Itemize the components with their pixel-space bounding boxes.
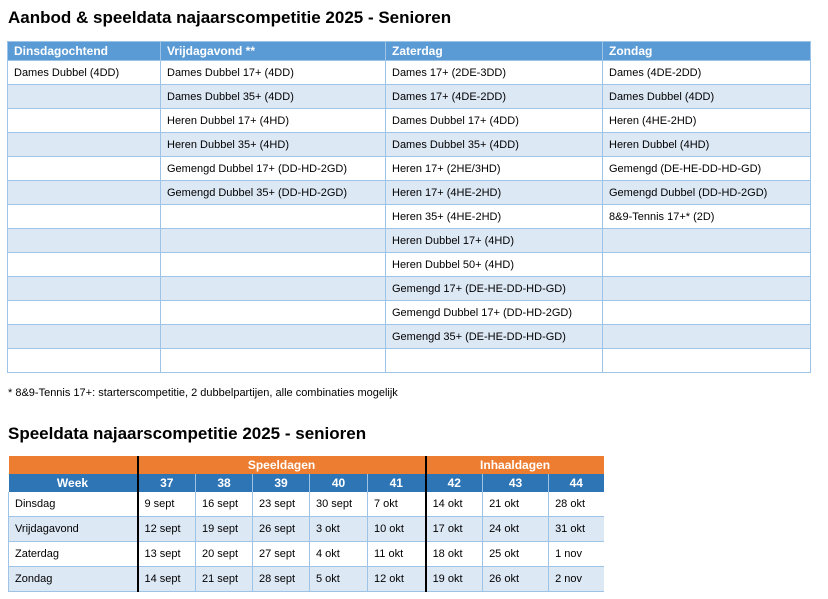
dates-row [9,542,604,567]
date-cell: 19 okt [426,567,483,592]
date-cell: 3 okt [310,517,368,542]
offer-cell [8,301,161,325]
week-number: 40 [310,474,368,492]
offer-cell [8,229,161,253]
dates-table [8,456,604,592]
dates-week-row [9,474,604,492]
date-cell: 28 sept [253,567,310,592]
offer-cell: Gemengd Dubbel 17+ (DD-HD-2GD) [386,301,603,325]
date-cell: 30 sept [310,492,368,517]
week-number: 37 [138,474,196,492]
offer-row [8,229,811,253]
dates-title: Speeldata najaarscompetitie 2025 - senioren [8,424,367,443]
day-label: Zaterdag [9,542,138,567]
offer-cell: Dames 17+ (2DE-3DD) [386,61,603,85]
date-cell: 26 sept [253,517,310,542]
date-cell: 5 okt [310,567,368,592]
offer-cell [603,325,811,349]
offer-cell [603,349,811,373]
offer-cell [8,253,161,277]
offer-cell [161,325,386,349]
offer-cell: Dames Dubbel 35+ (4DD) [386,133,603,157]
offer-cell [161,253,386,277]
week-number: 38 [196,474,253,492]
footnote: * 8&9-Tennis 17+: starterscompetitie, 2 dubbelpartijen, alle combinaties mogelijk [8,387,398,399]
date-cell: 10 okt [368,517,426,542]
week-number: 42 [426,474,483,492]
offer-cell [8,325,161,349]
offer-cell: Gemengd Dubbel (DD-HD-2GD) [603,181,811,205]
week-number: 44 [549,474,604,492]
offer-title: Aanbod & speeldata najaarscompetitie 2025 - Senioren [8,8,452,27]
date-cell: 21 okt [483,492,549,517]
date-cell: 24 okt [483,517,549,542]
day-label: Dinsdag [9,492,138,517]
offer-row [8,253,811,277]
offer-row [8,181,811,205]
offer-cell [8,349,161,373]
offer-cell: Dames 17+ (4DE-2DD) [386,85,603,109]
date-cell: 14 okt [426,492,483,517]
offer-cell [603,277,811,301]
offer-cell [603,301,811,325]
offer-row [8,301,811,325]
date-cell: 20 sept [196,542,253,567]
offer-cell: Heren Dubbel 17+ (4HD) [386,229,603,253]
date-cell: 19 sept [196,517,253,542]
dates-row [9,567,604,592]
header-dinsdagochtend: Dinsdagochtend [8,42,161,61]
week-number: 39 [253,474,310,492]
offer-cell [161,301,386,325]
offer-row [8,277,811,301]
offer-cell [8,109,161,133]
offer-row [8,61,811,85]
offer-cell: Gemengd Dubbel 35+ (DD-HD-2GD) [161,181,386,205]
offer-cell: Gemengd Dubbel 17+ (DD-HD-2GD) [161,157,386,181]
offer-cell [161,349,386,373]
date-cell: 1 nov [549,542,604,567]
offer-cell: Heren 17+ (2HE/3HD) [386,157,603,181]
offer-header-row [8,42,811,61]
offer-cell [386,349,603,373]
offer-cell: Heren 35+ (4HE-2HD) [386,205,603,229]
date-cell: 9 sept [138,492,196,517]
date-cell: 17 okt [426,517,483,542]
offer-cell [8,277,161,301]
date-cell: 14 sept [138,567,196,592]
dates-row [9,492,604,517]
date-cell: 26 okt [483,567,549,592]
date-cell: 31 okt [549,517,604,542]
offer-row [8,133,811,157]
offer-cell: 8&9-Tennis 17+* (2D) [603,205,811,229]
offer-row [8,205,811,229]
offer-cell [161,277,386,301]
date-cell: 27 sept [253,542,310,567]
offer-cell [8,157,161,181]
group-inhaaldagen: Inhaaldagen [426,456,604,474]
date-cell: 11 okt [368,542,426,567]
offer-cell [8,181,161,205]
dates-group-row [9,456,604,474]
offer-cell: Dames Dubbel 17+ (4DD) [386,109,603,133]
offer-cell: Heren 17+ (4HE-2HD) [386,181,603,205]
day-label: Zondag [9,567,138,592]
offer-cell [8,85,161,109]
offer-cell: Gemengd (DE-HE-DD-HD-GD) [603,157,811,181]
date-cell: 7 okt [368,492,426,517]
offer-cell: Dames Dubbel (4DD) [8,61,161,85]
offer-cell [8,133,161,157]
offer-cell: Heren (4HE-2HD) [603,109,811,133]
offer-row [8,349,811,373]
dates-row [9,517,604,542]
date-cell: 2 nov [549,567,604,592]
week-number: 43 [483,474,549,492]
offer-cell: Dames Dubbel 35+ (4DD) [161,85,386,109]
offer-cell: Gemengd 17+ (DE-HE-DD-HD-GD) [386,277,603,301]
offer-cell: Dames Dubbel (4DD) [603,85,811,109]
group-speeldagen: Speeldagen [138,456,426,474]
date-cell: 28 okt [549,492,604,517]
week-number: 41 [368,474,426,492]
offer-cell: Heren Dubbel 17+ (4HD) [161,109,386,133]
offer-row [8,157,811,181]
offer-cell [8,205,161,229]
header-zondag: Zondag [603,42,811,61]
header-vrijdagavond: Vrijdagavond ** [161,42,386,61]
offer-cell: Heren Dubbel 35+ (4HD) [161,133,386,157]
offer-row [8,109,811,133]
offer-cell: Gemengd 35+ (DE-HE-DD-HD-GD) [386,325,603,349]
date-cell: 16 sept [196,492,253,517]
date-cell: 21 sept [196,567,253,592]
header-zaterdag: Zaterdag [386,42,603,61]
date-cell: 13 sept [138,542,196,567]
offer-table [7,41,811,373]
week-label: Week [9,474,138,492]
offer-cell: Dames (4DE-2DD) [603,61,811,85]
offer-cell: Dames Dubbel 17+ (4DD) [161,61,386,85]
date-cell: 25 okt [483,542,549,567]
date-cell: 12 okt [368,567,426,592]
offer-cell [161,205,386,229]
date-cell: 18 okt [426,542,483,567]
date-cell: 12 sept [138,517,196,542]
date-cell: 4 okt [310,542,368,567]
offer-cell: Heren Dubbel 50+ (4HD) [386,253,603,277]
offer-row [8,85,811,109]
offer-cell [603,229,811,253]
day-label: Vrijdagavond [9,517,138,542]
offer-row [8,325,811,349]
offer-cell [603,253,811,277]
offer-cell [161,229,386,253]
offer-cell: Heren Dubbel (4HD) [603,133,811,157]
group-blank [9,456,138,474]
date-cell: 23 sept [253,492,310,517]
